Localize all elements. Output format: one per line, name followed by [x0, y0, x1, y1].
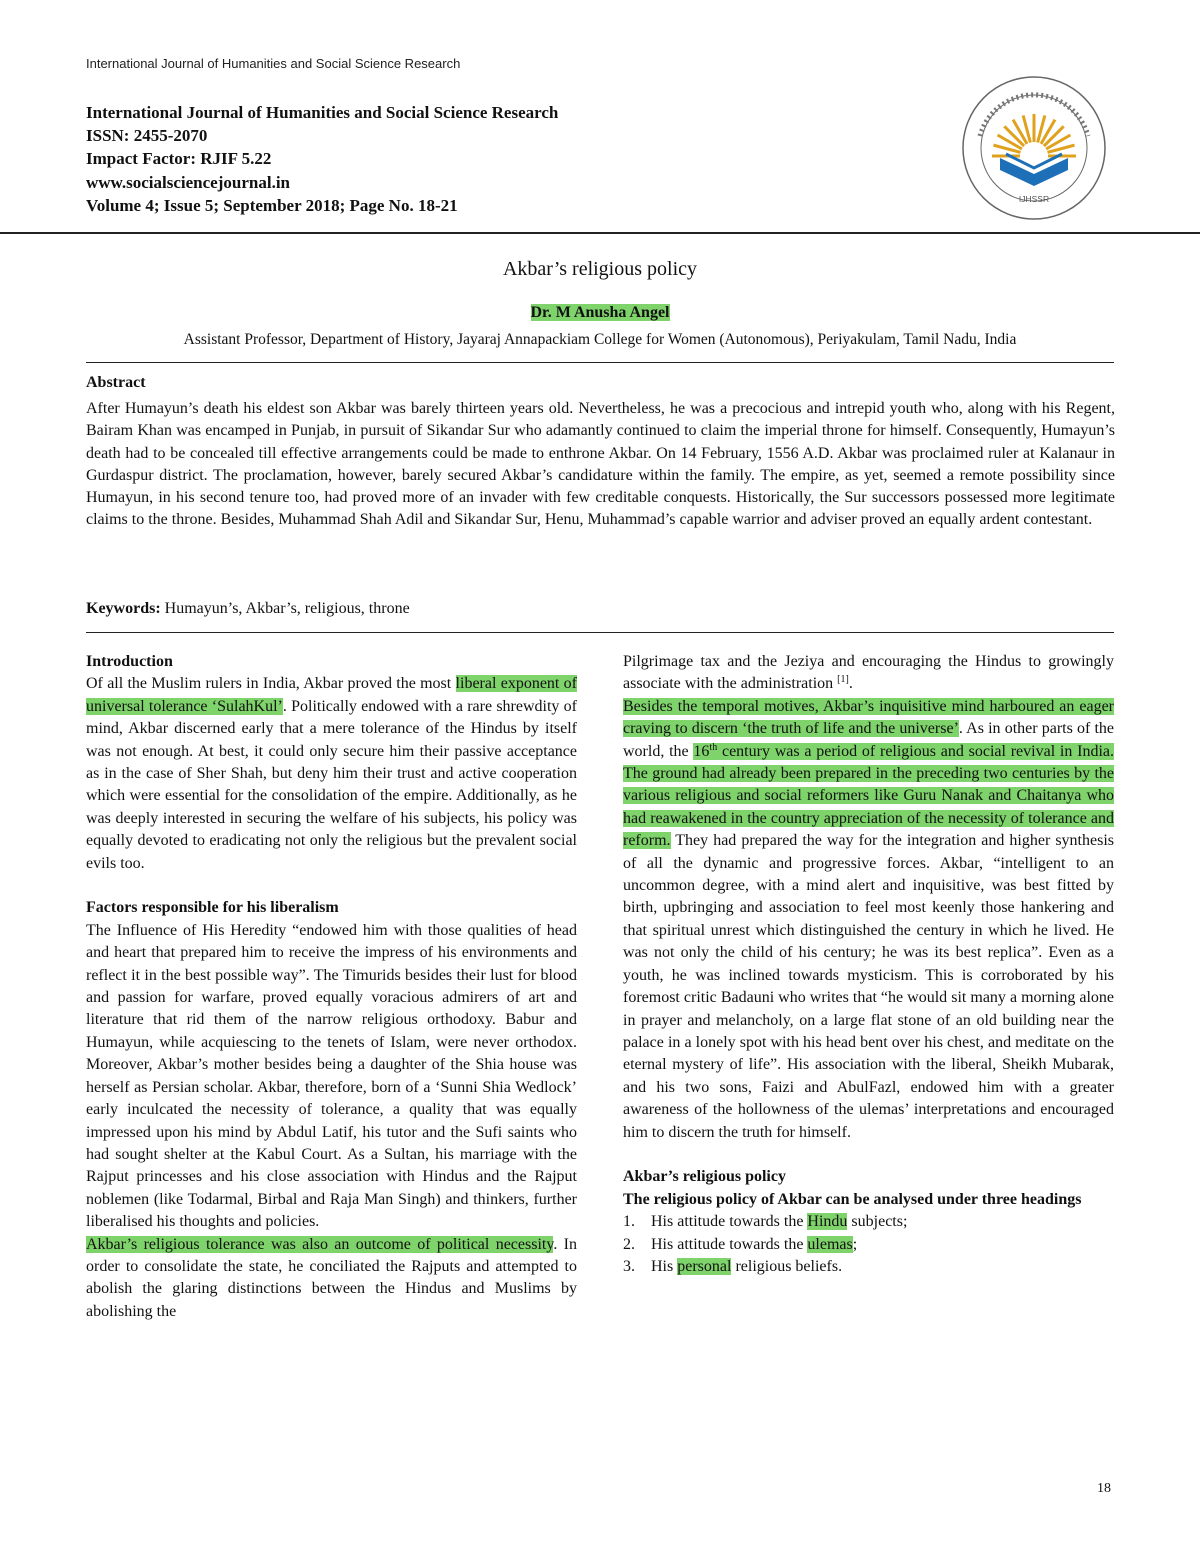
highlight: liberal exponent of universal tolerance ‘SulahKul’ — [86, 675, 578, 715]
header-rule — [0, 232, 1200, 234]
citation: [1] — [837, 674, 849, 686]
keywords-text: Humayun’s, Akbar’s, religious, throne — [164, 600, 410, 617]
highlight: Besides the temporal motives, Akbar’s inquisitive mind harboured an eager craving to discern ‘the truth of life and the universe’ — [623, 697, 1114, 738]
author-name: Dr. M Anusha Angel — [530, 304, 670, 321]
policy-list — [623, 1211, 1114, 1278]
list-item: 2. His attitude towards the ulemas; — [623, 1235, 858, 1253]
running-head: International Journal of Humanities and Social Science Research — [86, 56, 461, 71]
author-affiliation: Assistant Professor, Department of History, Jayaraj Annapackiam College for Women (Autonomous), Periyakulam, Tamil Nadu, India — [183, 331, 1017, 348]
article-title: Akbar’s religious policy — [502, 258, 698, 280]
abstract-text: After Humayun’s death his eldest son Akbar was barely thirteen years old. Nevertheless, he was a precocious and intrepid youth who, along with his Regent, Bairam Khan was encamped in Punjab, in pursuit of Sikandar Sur who adamantly continued to claim the imperial throne for himself. Consequently, Humayun’s death had to be concealed till effective arrangements could be made to enthrone Akbar. On 14 February, 1556 A.D. Akbar was proclaimed ruler at Kalanaur in Gurdaspur district. The proclamation, however, barely secured Akbar’s candidature within the family. The empire, as yet, seemed a remote possibility since Humayun, in his second tenure too, had proved more of an invader with few creditable conquests. Historically, the Sur successors possessed more legitimate claims to the throne. Besides, Muhammad Shah Adil and Sikandar Sur, Henu, Muhammad’s capable warrior and adviser proved an equally ardent contestant. — [86, 400, 1115, 529]
journal-info — [86, 101, 558, 217]
highlight: Akbar’s religious tolerance was also an outcome of political necessity — [86, 1235, 554, 1253]
journal-name: International Journal of Humanities and Social Science Research — [86, 103, 559, 122]
motives-paragraph: Besides the temporal motives, Akbar’s inquisitive mind harboured an eager craving to discern ‘the truth of life and the universe’. As in other parts of the world, the 16th century was a period of religious and social revival in India. The ground had already been prepared in the preceding two centuries by the various religious and social reformers like Guru Nanak and Chaitanya who had reawakened in the country appreciation of the necessity of tolerance and reform. They had prepared the way for the integration and higher synthesis of all the dynamic and progressive forces. Akbar, “intelligent to an uncommon degree, with a mind alert and inquisitive, was best fitted by birth, upbringing and association to feel most keenly those hankering and that spiritual unrest which distinguished the century in which he lived. He was not only the child of his century; he was its best replica”. Even as a youth, he was inclined towards mysticism. This is corroborated by his foremost critic Badauni who writes that “he would sit many a morning alone in prayer and melancholy, on a large flat stone of an old building near the palace in a lonely spot with his head bent over his chest, and meditate on the eternal mystery of life”. His association with the liberal, Sheikh Mubarak, and his two sons, Faizi and AbulFazl, endowed him with a greater awareness of the hollowness of the ulemas’ interpretations and encouraged him to discern the truth for himself. — [623, 697, 1115, 1141]
page-number: 18 — [1097, 1481, 1111, 1496]
journal-issn: ISSN: 2455-2070 — [86, 126, 208, 146]
policy-heading: Akbar’s religious policy — [623, 1168, 786, 1186]
policy-subheading: The religious policy of Akbar can be analysed under three headings — [623, 1190, 1082, 1208]
continued-paragraph: Pilgrimage tax and the Jeziya and encouraging the Hindus to growingly associate with the administration [1]. — [623, 653, 1114, 693]
list-item: 1. His attitude towards the Hindu subjects; — [623, 1213, 908, 1231]
left-column — [86, 651, 577, 1323]
introduction-paragraph: Of all the Muslim rulers in India, Akbar proved the most liberal exponent of universal tolerance ‘SulahKul’. Politically endowed with a rare shrewdity of mind, Akbar discerned early that a mere tolerance of the Hindus by itself was not enough. At best, it could only secure him their passive acceptance as in the case of Sher Shah, but deny him their trust and active cooperation which were essential for the consolidation of the empire. Additionally, as he was deeply interested in securing the welfare of his subjects, his policy was equally devoted to eradicating not only the religious but the prevalent social evils too. — [86, 675, 578, 872]
divider — [86, 362, 1114, 363]
list-item: 3. His personal religious beliefs. — [623, 1257, 843, 1275]
divider — [86, 632, 1114, 633]
right-column — [623, 651, 1114, 1278]
highlight: 16th century was a period of religious and social revival in India. The ground had already been prepared in the preceding two centuries by the various religious and social reformers like Guru Nanak and Chaitanya who had reawakened in the country appreciation of the necessity of tolerance and reform. — [623, 741, 1114, 850]
introduction-heading: Introduction — [86, 653, 173, 670]
factors-paragraph-2: Akbar’s religious tolerance was also an outcome of political necessity. In order to consolidate the state, he conciliated the Rajputs and attempted to abolish the glaring distinctions between the Hindus and Muslims by abolishing the — [86, 1235, 577, 1320]
journal-volume: Volume 4; Issue 5; September 2018; Page No. 18-21 — [86, 195, 458, 215]
abstract-heading: Abstract — [86, 374, 146, 391]
keywords-label: Keywords: — [86, 600, 161, 617]
journal-logo — [960, 74, 1108, 222]
keywords — [86, 600, 410, 618]
journal-impact-factor: Impact Factor: RJIF 5.22 — [86, 149, 272, 169]
logo-label: IJHSSR — [1018, 194, 1050, 204]
journal-website: www.socialsciencejournal.in — [86, 172, 290, 192]
factors-heading: Factors responsible for his liberalism — [86, 899, 339, 917]
factors-paragraph: The Influence of His Heredity “endowed him with those qualities of head and heart that prepared him to receive the impress of his environments and reflect it in the best possible way”. The Timurids besides their lust for blood and passion for warfare, proved equally voracious admirers of art and literature that rid them of the narrow religious orthodoxy. Babur and Humayun, while acquiescing to the tenets of Islam, were never orthodox. Moreover, Akbar’s mother besides being a daughter of the Shia house was herself as Persian scholar. Akbar, therefore, born of a ‘Sunni Shia Wedlock’ early inculcated the necessity of tolerance, a quality that was equally impressed upon his mind by Abdul Latif, his tutor and the Sufi saints who had sought shelter at the Kabul Court. As a Sultan, his marriage with the Rajput princesses and his close association with Hindus and the Rajput noblemen (like Todarmal, Birbal and Raja Man Singh) and thinkers, further liberalised his thoughts and policies. — [86, 921, 577, 1231]
